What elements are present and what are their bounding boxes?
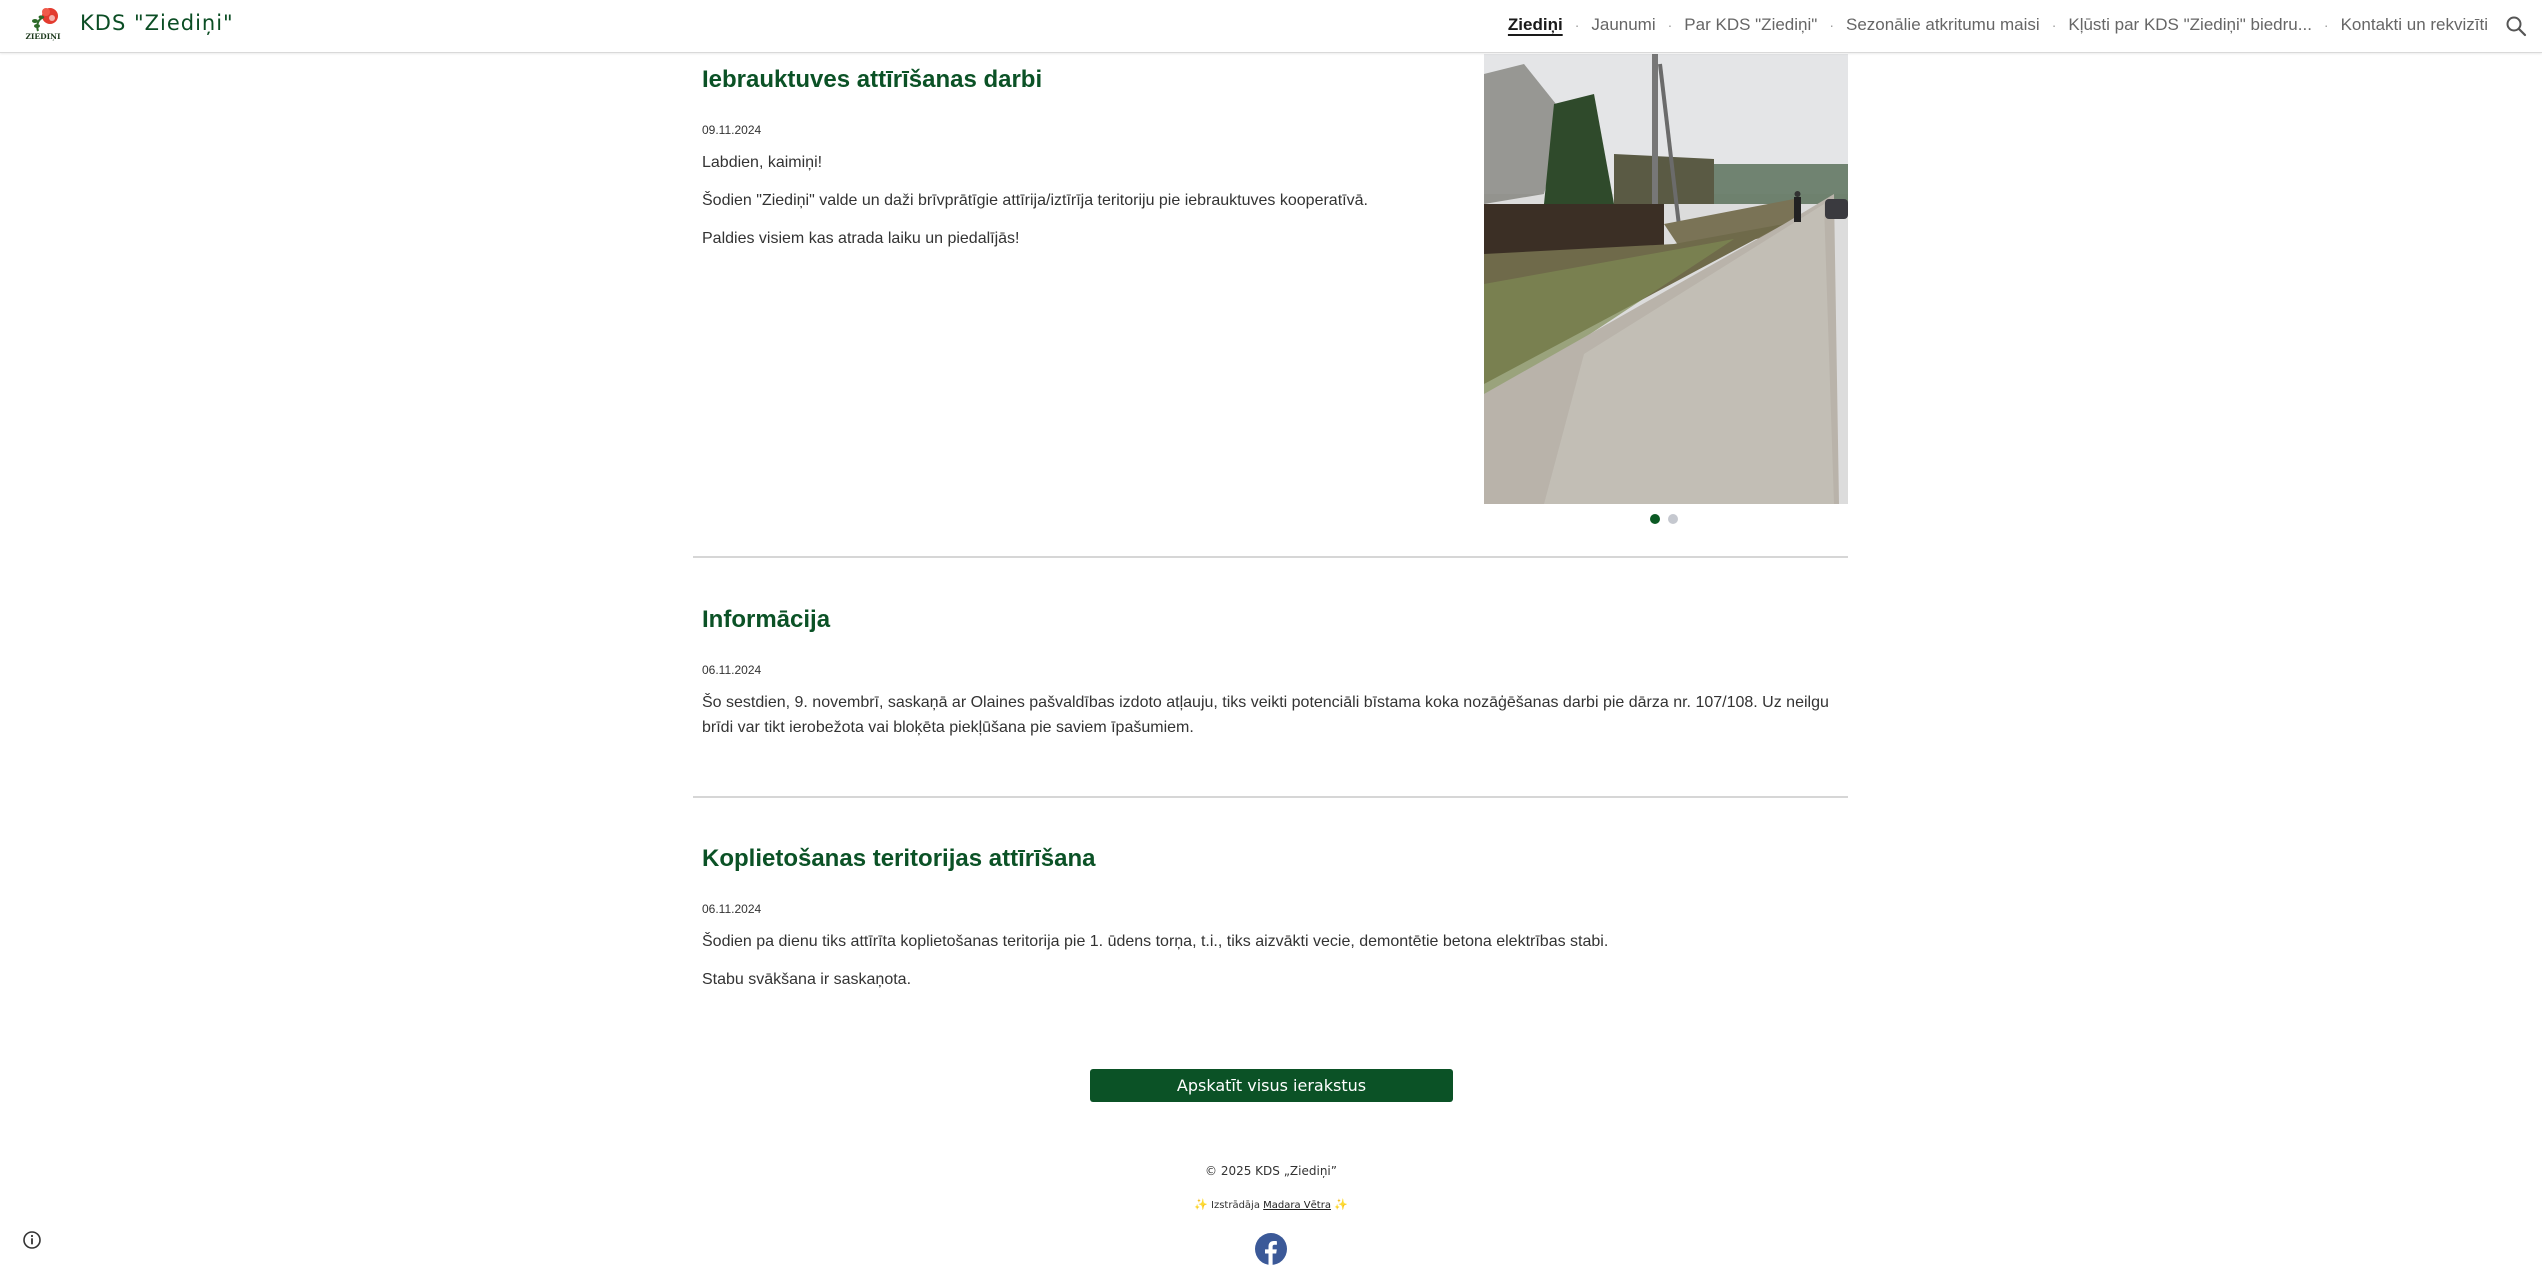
post-divider <box>693 796 1848 798</box>
svg-text:ZIEDIŅI: ZIEDIŅI <box>25 32 61 41</box>
image-carousel[interactable] <box>1484 54 1848 504</box>
post-date: 06.11.2024 <box>702 902 762 916</box>
nav-item-sezonalie-maisi[interactable]: Sezonālie atkritumu maisi <box>1845 15 2040 34</box>
nav-item-klusti-par-biedru[interactable]: Kļūsti par KDS "Ziediņi" biedru... <box>2068 15 2312 34</box>
carousel-dot-1[interactable] <box>1650 514 1660 524</box>
road-photo <box>1484 54 1848 504</box>
carousel-dot-2[interactable] <box>1668 514 1678 524</box>
post-paragraph: Stabu svākšana ir saskaņota. <box>702 971 912 988</box>
post-title: Koplietošanas teritorijas attīrīšana <box>702 845 1096 872</box>
post-title: Iebrauktuves attīrīšanas darbi <box>702 66 1043 93</box>
nav-item-kontakti[interactable]: Kontakti un rekvizīti <box>2340 15 2488 34</box>
info-icon[interactable] <box>22 1230 42 1250</box>
search-icon[interactable] <box>2504 14 2528 38</box>
footer-credit <box>0 1198 2542 1211</box>
credit-author-link[interactable]: Madara Vētra <box>1263 1200 1331 1211</box>
post-paragraph: Labdien, kaimiņi! <box>702 154 823 171</box>
nav-separator: · <box>1574 17 1580 33</box>
nav-item-par-kds[interactable]: Par KDS "Ziediņi" <box>1684 15 1818 34</box>
post-divider <box>693 556 1848 558</box>
main-nav <box>1508 15 2488 35</box>
post-koplietosanas <box>702 845 1832 992</box>
nav-separator: · <box>2051 17 2057 33</box>
post-date: 09.11.2024 <box>702 123 762 137</box>
post-paragraph: Šodien pa dienu tiks attīrīta koplietošanas teritorija pie 1. ūdens torņa, t.i., tiks aizvākti vecie, demontētie betona elektrības stabi. <box>702 933 1609 950</box>
site-header <box>0 0 2542 53</box>
credit-prefix: Izstrādāja <box>1211 1200 1260 1211</box>
site-title[interactable]: KDS "Ziediņi" <box>80 11 234 35</box>
sparkle-icon: ✨ <box>1334 1198 1348 1211</box>
post-paragraph: Šodien "Ziediņi" valde un daži brīvprātīgie attīrija/iztīrīja teritoriju pie iebrauktuves kooperatīvā. <box>702 192 1368 209</box>
sparkle-icon: ✨ <box>1194 1198 1208 1211</box>
post-iebrauktuves <box>702 66 1462 251</box>
post-date: 06.11.2024 <box>702 663 762 677</box>
nav-separator: · <box>1829 17 1834 33</box>
nav-item-jaunumi[interactable]: Jaunumi <box>1591 15 1656 34</box>
post-informacija <box>702 606 1832 740</box>
nav-separator: · <box>1667 17 1673 33</box>
carousel-dots <box>1650 514 1678 524</box>
post-paragraph: Paldies visiem kas atrada laiku un piedalījās! <box>702 230 1020 247</box>
footer-copyright: © 2025 KDS „Ziediņi” <box>1205 1164 1337 1178</box>
post-body <box>702 150 1462 251</box>
nav-item-ziedini[interactable]: Ziediņi <box>1507 15 1563 34</box>
site-logo[interactable] <box>22 5 64 43</box>
nav-separator: · <box>2323 17 2329 33</box>
facebook-icon[interactable] <box>1255 1233 1287 1265</box>
post-title: Informācija <box>702 606 831 633</box>
post-paragraph: Šo sestdien, 9. novembrī, saskaņā ar Olaines pašvaldības izdoto atļauju, tiks veikti potenciāli bīstama koka nozāģēšanas darbi pie dārza nr. 107/108. Uz neilgu brīdi var tikt ierobežota vai bloķēta piekļūšana pie saviem īpašumiem. <box>702 694 1829 736</box>
post-body <box>702 690 1832 740</box>
view-all-posts-button[interactable]: Apskatīt visus ierakstus <box>1090 1069 1453 1102</box>
post-body <box>702 929 1832 992</box>
